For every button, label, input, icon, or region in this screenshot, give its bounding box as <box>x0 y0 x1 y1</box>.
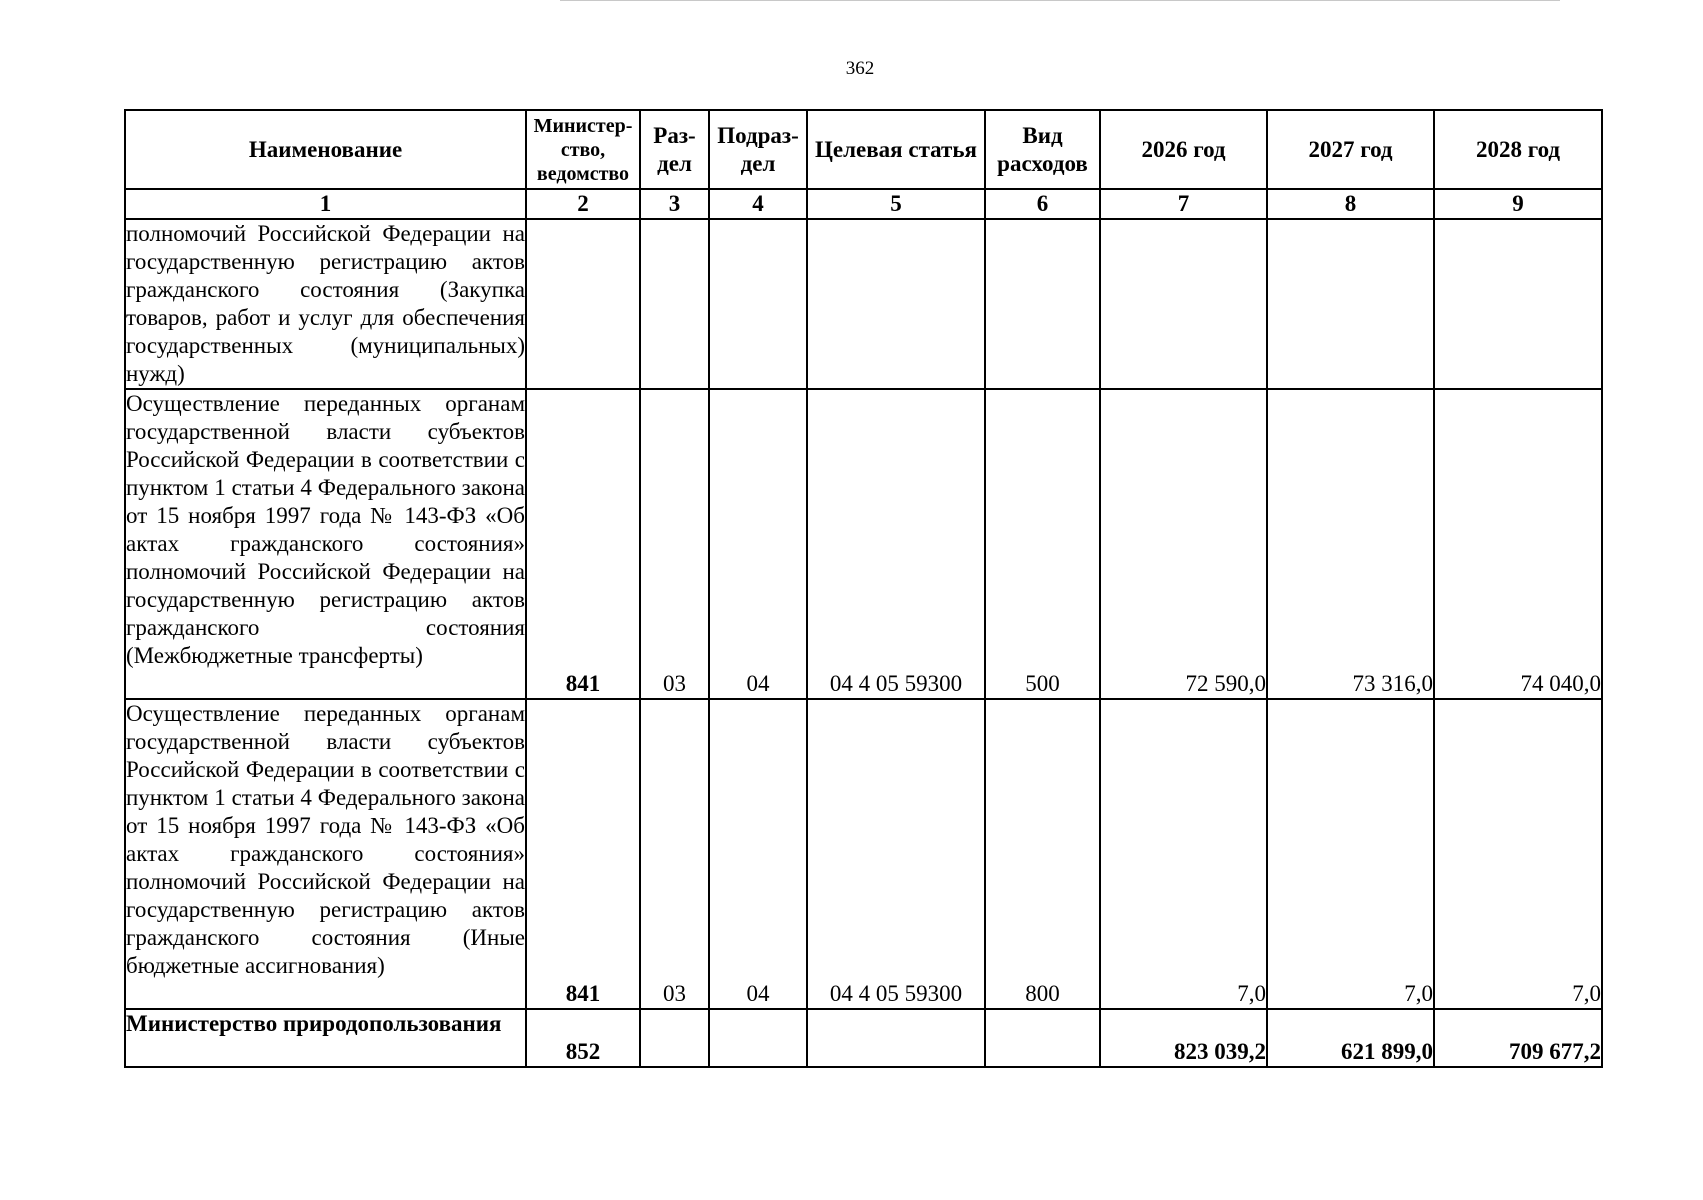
header-target: Целевая статья <box>807 110 985 189</box>
row-expense-type <box>985 219 1100 389</box>
column-number: 9 <box>1434 189 1602 219</box>
row-2026: 823 039,2 <box>1100 1009 1267 1067</box>
table-row <box>125 219 1602 389</box>
row-2026 <box>1100 219 1267 389</box>
row-subsection <box>709 219 807 389</box>
row-ministry: 841 <box>526 389 640 699</box>
budget-table <box>124 109 1603 1068</box>
row-subsection: 04 <box>709 699 807 1009</box>
column-number: 5 <box>807 189 985 219</box>
row-2027: 73 316,0 <box>1267 389 1434 699</box>
row-expense-type: 800 <box>985 699 1100 1009</box>
row-section <box>640 1009 709 1067</box>
row-2028: 74 040,0 <box>1434 389 1602 699</box>
row-2027: 621 899,0 <box>1267 1009 1434 1067</box>
scan-edge-line <box>560 0 1560 1</box>
row-ministry: 852 <box>526 1009 640 1067</box>
header-expense-type: Вид расходов <box>985 110 1100 189</box>
column-number: 6 <box>985 189 1100 219</box>
row-name: Министерство природопользования <box>125 1009 526 1067</box>
column-number: 2 <box>526 189 640 219</box>
table-row <box>125 699 1602 1009</box>
header-name: Наименование <box>125 110 526 189</box>
column-number: 8 <box>1267 189 1434 219</box>
column-number: 4 <box>709 189 807 219</box>
row-2028 <box>1434 219 1602 389</box>
row-ministry: 841 <box>526 699 640 1009</box>
row-expense-type <box>985 1009 1100 1067</box>
row-2026: 7,0 <box>1100 699 1267 1009</box>
header-ministry: Министер-ство, ведомство <box>526 110 640 189</box>
header-2027: 2027 год <box>1267 110 1434 189</box>
row-target: 04 4 05 59300 <box>807 389 985 699</box>
row-2027: 7,0 <box>1267 699 1434 1009</box>
header-2028: 2028 год <box>1434 110 1602 189</box>
row-name: Осуществление переданных органам государственной власти субъектов Российской Федерации в соответствии с пунктом 1 статьи 4 Федерального закона от 15 ноября 1997 года № 143-ФЗ «Об актах гражданского состояния» полномочий Российской Федерации на государственную регистрацию актов гражданского состояния (Межбюджетные трансферты) <box>125 389 526 699</box>
row-2028: 709 677,2 <box>1434 1009 1602 1067</box>
header-section: Раз-дел <box>640 110 709 189</box>
page-number: 362 <box>845 58 875 79</box>
row-2028: 7,0 <box>1434 699 1602 1009</box>
row-target <box>807 1009 985 1067</box>
row-target: 04 4 05 59300 <box>807 699 985 1009</box>
row-target <box>807 219 985 389</box>
table-row <box>125 389 1602 699</box>
row-name: полномочий Российской Федерации на государственную регистрацию актов гражданского состояния (Закупка товаров, работ и услуг для обеспечения государственных (муниципальных) нужд) <box>125 219 526 389</box>
table-header-row <box>125 110 1602 189</box>
row-ministry <box>526 219 640 389</box>
row-subsection: 04 <box>709 389 807 699</box>
column-number: 7 <box>1100 189 1267 219</box>
row-section: 03 <box>640 389 709 699</box>
row-expense-type: 500 <box>985 389 1100 699</box>
column-number: 3 <box>640 189 709 219</box>
row-2027 <box>1267 219 1434 389</box>
row-section <box>640 219 709 389</box>
row-subsection <box>709 1009 807 1067</box>
row-name: Осуществление переданных органам государственной власти субъектов Российской Федерации в соответствии с пунктом 1 статьи 4 Федерального закона от 15 ноября 1997 года № 143-ФЗ «Об актах гражданского состояния» полномочий Российской Федерации на государственную регистрацию актов гражданского состояния (Иные бюджетные ассигнования) <box>125 699 526 1009</box>
header-subsection: Подраз-дел <box>709 110 807 189</box>
header-2026: 2026 год <box>1100 110 1267 189</box>
row-2026: 72 590,0 <box>1100 389 1267 699</box>
table-row-total <box>125 1009 1602 1067</box>
column-number-row <box>125 189 1602 219</box>
column-number: 1 <box>125 189 526 219</box>
row-section: 03 <box>640 699 709 1009</box>
